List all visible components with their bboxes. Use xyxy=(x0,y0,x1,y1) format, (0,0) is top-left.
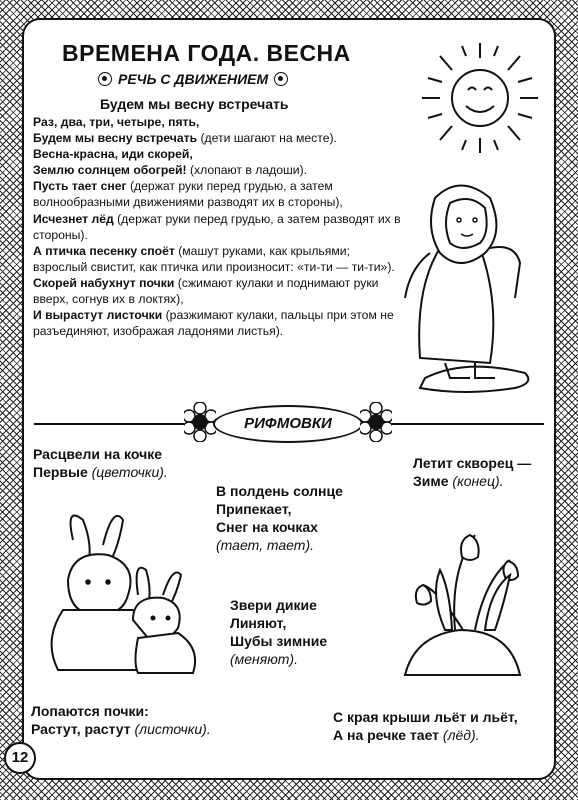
section-divider-right xyxy=(392,423,544,425)
rabbits-icon xyxy=(38,510,208,685)
poem-line: Скорей набухнут почки (сжимают кулаки и поднимают руки вверх, согнув их в локтях), xyxy=(33,275,379,307)
poem-line: А птичка песенку споёт (машут руками, как крыльями; взрослый свистит, как птичка или произносит: «ти-ти — ти-ти»). xyxy=(33,243,395,274)
poem-line: Весна-красна, иди скорей, xyxy=(33,147,193,162)
poem-line: Пусть тает снег (держат руки перед грудью, а затем волнообразными движениями разводят их в стороны), xyxy=(33,179,343,210)
sun-icon xyxy=(410,38,550,158)
flower-icon xyxy=(98,72,112,86)
flower-icon xyxy=(184,402,216,442)
poem-line: Исчезнет лёд (держат руки перед грудью, а затем разводят их в стороны). xyxy=(33,211,401,242)
rhyme-6: С края крыши льёт и льёт, А на речке тает (лёд). xyxy=(333,709,518,743)
rhyme-3: В полдень солнце Припекает, Снег на кочках (тает, тает). xyxy=(216,483,343,553)
poem-line: Землю солнцем обогрей! (хлопают в ладоши). xyxy=(33,163,308,178)
snowdrops-icon xyxy=(385,525,540,685)
rhyme-5: Лопаются почки: Растут, растут (листочки). xyxy=(31,703,211,737)
flower-icon xyxy=(274,72,288,86)
section-divider-left xyxy=(34,423,184,425)
subtitle-text: РЕЧЬ С ДВИЖЕНИЕМ xyxy=(118,71,269,87)
subtitle xyxy=(92,71,294,87)
rhyme-1: Расцвели на кочке Первые (цветочки). xyxy=(33,446,168,480)
flower-icon xyxy=(360,402,392,442)
page-title: ВРЕМЕНА ГОДА. ВЕСНА xyxy=(62,40,351,66)
child-in-rain-icon xyxy=(395,178,545,393)
poem-line: И вырастут листочки (разжимают кулаки, пальцы при этом не разъединяют, изображая ладонями листья). xyxy=(33,308,394,339)
poem-line: Раз, два, три, четыре, пять, xyxy=(33,115,200,129)
rhyme-4: Звери дикие Линяют, Шубы зимние (меняют). xyxy=(230,597,328,667)
poem-heading: Будем мы весну встречать xyxy=(100,96,289,112)
rhyme-2: Летит скворец — Зиме (конец). xyxy=(413,455,532,489)
section-label: РИФМОВКИ xyxy=(213,405,363,443)
poem xyxy=(33,114,403,339)
poem-line: Будем мы весну встречать (дети шагают на месте). xyxy=(33,131,337,146)
page-number: 12 xyxy=(4,742,36,774)
